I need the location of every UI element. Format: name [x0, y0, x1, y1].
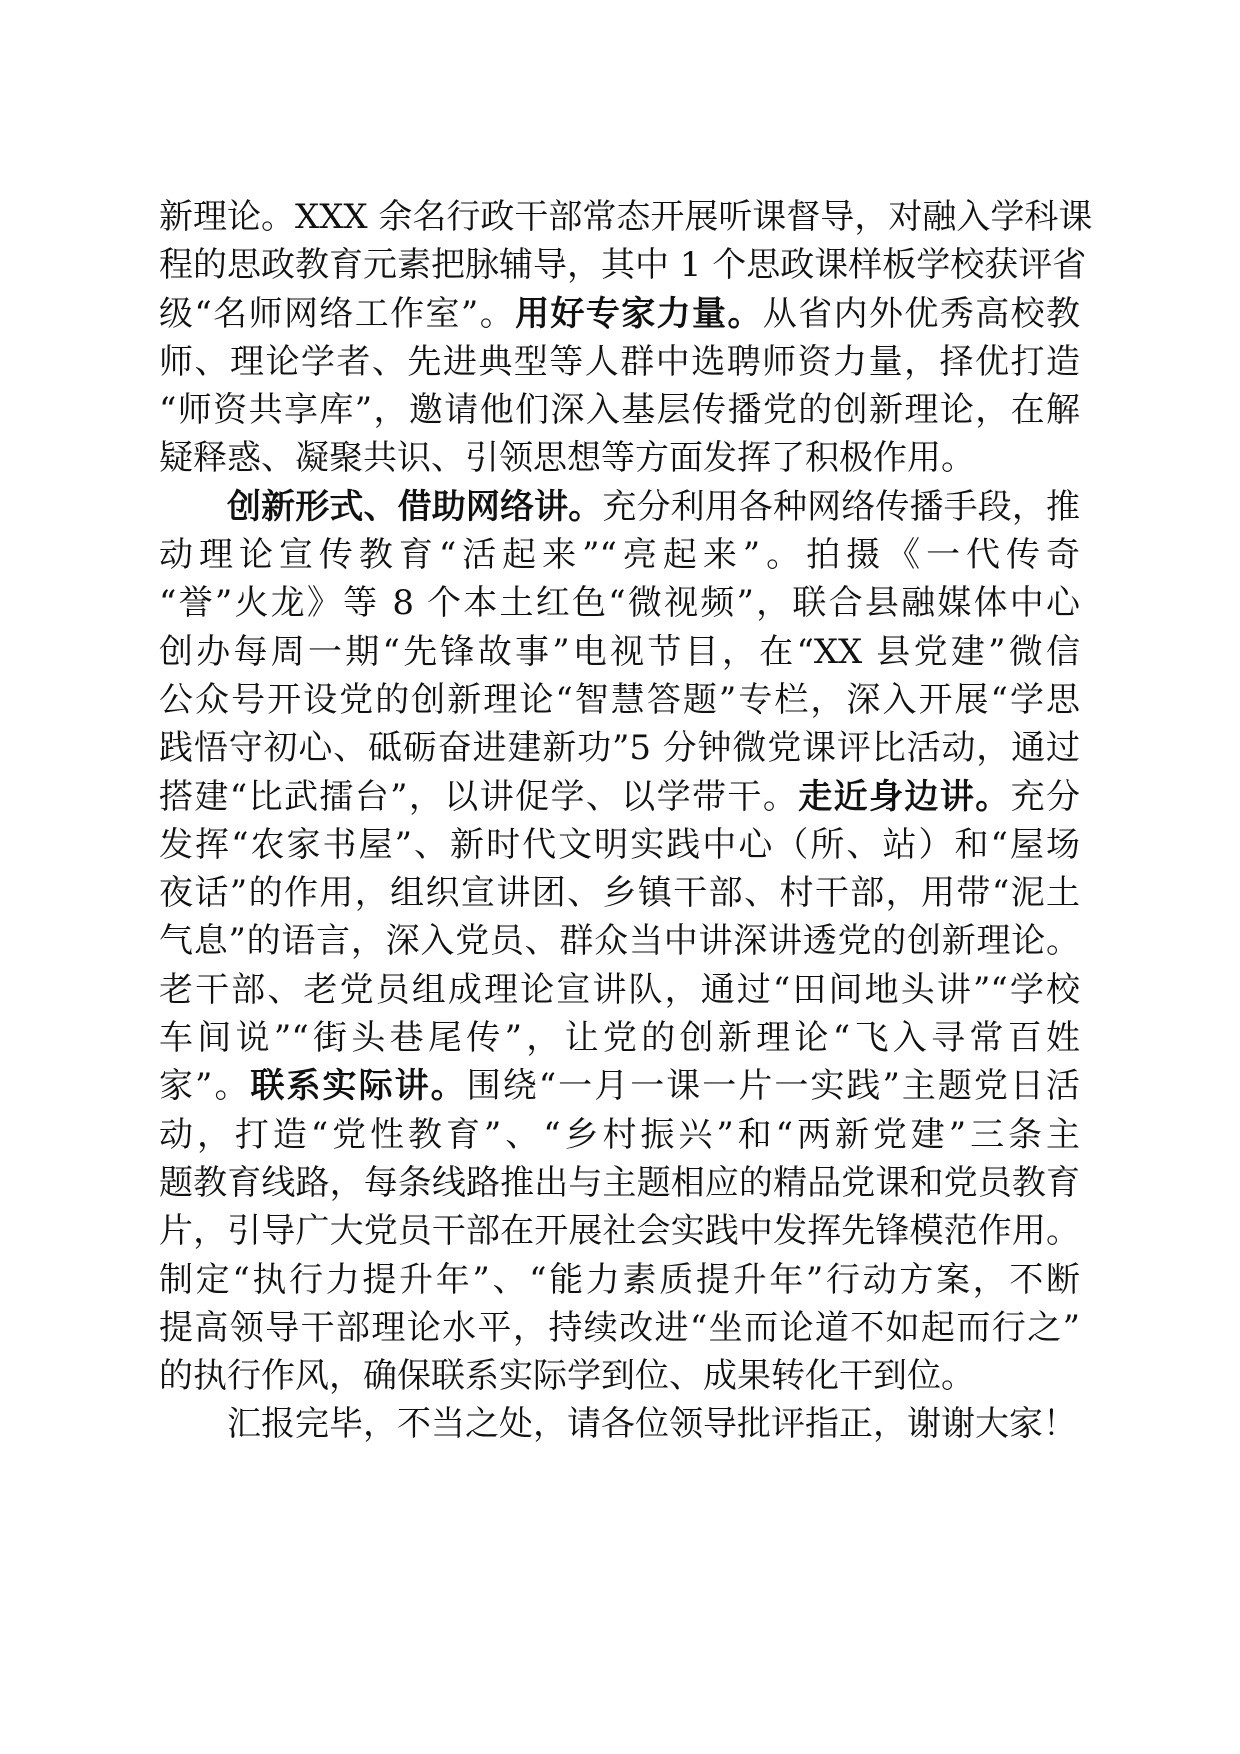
bold-heading: 用好专家力量。: [515, 293, 763, 334]
text-line: [159, 1014, 1080, 1062]
text-run: 车间说”“街头巷尾传”，让党的创新理论“飞入寻常百姓: [159, 1018, 1080, 1059]
text-line: [159, 579, 1080, 627]
text-run: 新理论。XXX 余名行政干部常态开展听课督导，对融入学科课: [159, 197, 1093, 237]
text-line: [159, 1256, 1080, 1304]
text-run: 创办每周一期“先锋故事”电视节目，在“XX 县党建”微信: [159, 631, 1080, 672]
text-run: 片，引导广大党员干部在开展社会实践中发挥先锋模范作用。: [159, 1211, 1080, 1252]
text-line: [159, 676, 1080, 724]
text-line: [159, 724, 1080, 772]
text-run: “师资共享库”，邀请他们深入基层传播党的创新理论，在解: [159, 390, 1080, 431]
text-run: 充分利用各种网络传播手段，推: [602, 486, 1080, 527]
text-run: 发挥“农家书屋”、新时代文明实践中心（所、站）和“屋场: [159, 824, 1080, 865]
text-run: 疑释惑、凝聚共识、引领思想等方面发挥了积极作用。: [159, 438, 975, 479]
text-line: [159, 434, 1080, 482]
text-run: 动，打造“党性教育”、“乡村振兴”和“两新党建”三条主: [159, 1114, 1080, 1155]
text-run: 践悟守初心、砥砺奋进建新功”5 分钟微党课评比活动，通过: [159, 728, 1080, 769]
text-run: 的执行作风，确保联系实际学到位、成果转化干到位。: [159, 1356, 975, 1397]
text-run: 级“名师网络工作室”。: [159, 293, 516, 334]
text-run: 题教育线路，每条线路推出与主题相应的精品党课和党员教育: [159, 1162, 1080, 1203]
text-run: 提高领导干部理论水平，持续改进“坐而论道不如起而行之”: [159, 1307, 1080, 1348]
text-line: [159, 1352, 1080, 1400]
text-run: 围绕“一月一课一片一实践”主题党日活: [466, 1066, 1081, 1107]
text-run: 制定“执行力提升年”、“能力素质提升年”行动方案，不断: [159, 1259, 1080, 1300]
text-line: [159, 338, 1080, 386]
text-line: [159, 1304, 1080, 1352]
text-line: [159, 1400, 1080, 1448]
text-line: [159, 386, 1080, 434]
text-run: 师、理论学者、先进典型等人群中选聘师资力量，择优打造: [159, 341, 1080, 382]
text-line: [159, 917, 1080, 965]
paragraph: [159, 1400, 1080, 1448]
text-run: 充分: [1010, 776, 1081, 817]
text-run: 老干部、老党员组成理论宣讲队，通过“田间地头讲”“学校: [159, 969, 1080, 1010]
text-line: [159, 290, 1080, 338]
text-run: 夜话”的作用，组织宣讲团、乡镇干部、村干部，用带“泥土: [159, 873, 1080, 914]
text-line: [159, 1159, 1080, 1207]
paragraph: [159, 193, 1093, 483]
document-page: [159, 193, 1093, 1449]
text-run: 搭建“比武擂台”，以讲促学、以学带干。: [159, 776, 799, 817]
text-run: 动理论宣传教育“活起来”“亮起来”。拍摄《一代传奇: [159, 535, 1080, 576]
paragraph: [159, 483, 1080, 1401]
text-line: [159, 628, 1080, 676]
text-line: [159, 1111, 1080, 1159]
text-run: “誉”火龙》等 8 个本土红色“微视频”，联合县融媒体中心: [159, 583, 1080, 624]
text-line: [159, 966, 1080, 1014]
text-line: [159, 869, 1080, 917]
text-line: [159, 821, 1080, 869]
bold-heading: 联系实际讲。: [250, 1066, 467, 1107]
text-run: 气息”的语言，深入党员、群众当中讲深讲透党的创新理论。: [159, 921, 1080, 962]
text-line: [159, 1062, 1080, 1110]
text-line: [159, 193, 1093, 241]
bold-heading: 走近身边讲。: [798, 776, 1011, 817]
text-run: 汇报完毕，不当之处，请各位领导批评指正，谢谢大家！: [227, 1404, 1077, 1445]
text-run: 家”。: [159, 1066, 251, 1107]
text-run: 程的思政教育元素把脉辅导，其中 1 个思政课样板学校获评省: [159, 245, 1087, 286]
text-line: [159, 1207, 1080, 1255]
text-run: 从省内外优秀高校教: [762, 293, 1081, 334]
text-line: [159, 483, 1080, 531]
text-line: [159, 773, 1080, 821]
text-line: [159, 241, 1087, 289]
text-run: 公众号开设党的创新理论“智慧答题”专栏，深入开展“学思: [159, 679, 1080, 720]
bold-heading: 创新形式、借助网络讲。: [227, 486, 603, 527]
text-line: [159, 531, 1080, 579]
